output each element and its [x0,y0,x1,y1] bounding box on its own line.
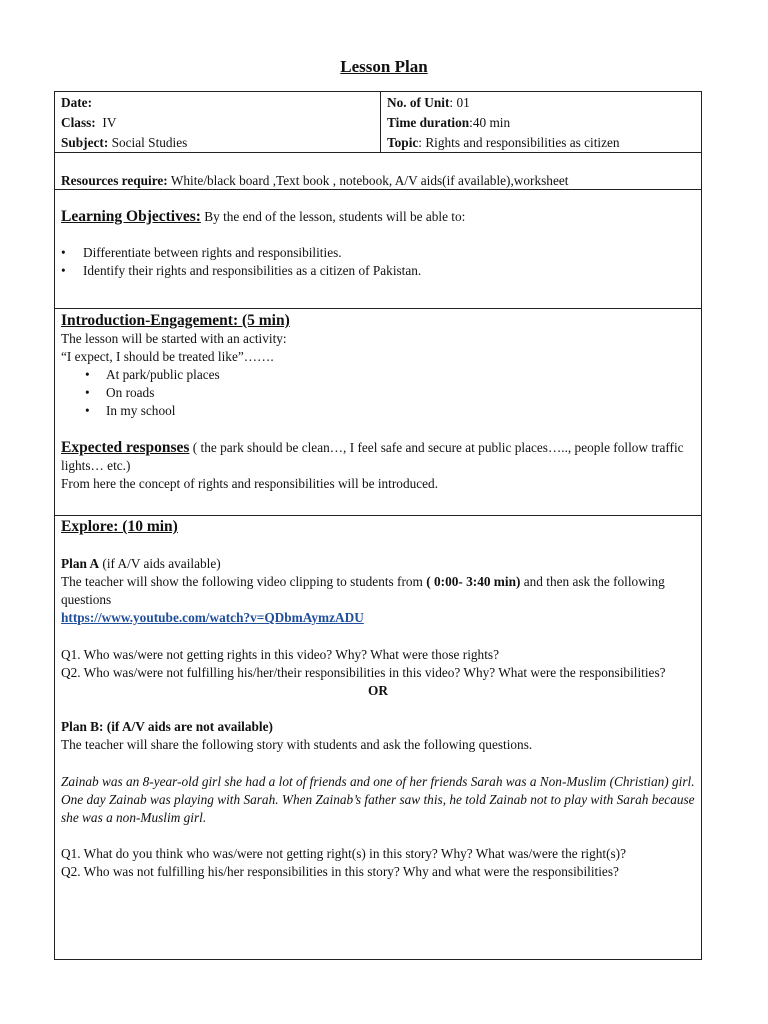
subject-line [61,133,380,153]
introduction-list [61,366,695,420]
topic-label: Topic [387,135,419,150]
resources-label: Resources require: [61,173,168,188]
objectives-row [55,190,701,309]
plan-b-label: Plan B: (if A/V aids are not available) [61,719,273,734]
plan-a-title [61,555,695,573]
duration-value: :40 min [469,115,511,130]
objectives-list [61,244,695,280]
list-item: • Differentiate between rights and responsibilities. [61,244,695,262]
expected-heading: Expected responses [61,439,190,456]
plan-a-label: Plan A [61,556,100,571]
plan-a-condition: (if A/V aids available) [102,556,221,571]
plan-b-question-2: Q2. Who was not fulfilling his/her responsibilities in this story? Why and what were the responsibilities? [61,864,619,879]
plan-a-text-part1: The teacher will show the following video clipping to students from [61,574,423,589]
unit-label: No. of Unit [387,95,450,110]
list-item: • On roads [61,384,695,402]
duration-line [387,113,701,133]
expected-responses [61,439,695,475]
unit-line [387,93,701,113]
header-info-row [55,92,701,153]
topic-value: : Rights and responsibilities as citizen [418,135,620,150]
introduction-heading: Introduction-Engagement: (5 min) [61,312,290,329]
header-left-cell [55,92,381,152]
objectives-intro: By the end of the lesson, students will be able to: [204,209,466,224]
class-line [61,113,380,133]
class-value: IV [102,115,117,130]
topic-line [387,133,701,153]
lesson-plan-table [54,91,702,960]
subject-label: Subject: [61,135,109,150]
objectives-heading: Learning Objectives: [61,208,201,225]
or-separator: OR [368,683,388,698]
plan-a-text [61,573,695,609]
plan-b-question-1: Q1. What do you think who was/were not getting right(s) in this story? Why? What was/were the right(s)? [61,846,627,861]
plan-a-time: ( 0:00- 3:40 min) [426,574,521,589]
duration-label: Time duration [387,115,470,130]
subject-value: Social Studies [111,135,188,150]
document-title: Lesson Plan [340,57,428,76]
plan-a-question-1: Q1. Who was/were not getting rights in this video? Why? What were those rights? [61,647,499,662]
resources-value: White/black board ,Text book , notebook, A/V aids(if available),worksheet [170,173,569,188]
introduction-line-2: “I expect, I should be treated like”……. [61,349,274,364]
plan-a-text-part2: and then ask the following questions [61,574,665,607]
introduction-row [55,309,701,516]
resources-row [55,153,701,190]
list-item: • In my school [61,402,695,420]
expected-text: ( the park should be clean…, I feel safe and secure at public places….., people follow traffic lights… etc.) [61,440,684,473]
date-label: Date: [61,95,93,110]
story-text: Zainab was an 8-year-old girl she had a lot of friends and one of her friends Sarah was a Non-Muslim (Christian) girl. One day Zainab was playing with Sarah. When Zainab’s father saw this, he told Zainab not to play with Sarah because she was a non-Muslim girl. [61,774,695,825]
plan-a-question-2: Q2. Who was/were not fulfilling his/her/their responsibilities in this video? Why? What were the responsibilities? [61,665,666,680]
class-label: Class: [61,115,96,130]
date-line [61,93,380,113]
video-link-line [61,609,695,627]
header-right-cell [381,92,701,152]
explore-heading: Explore: (10 min) [61,518,178,535]
list-item: • Identify their rights and responsibilities as a citizen of Pakistan. [61,262,695,280]
plan-b-text: The teacher will share the following story with students and ask the following questions. [61,737,533,752]
objectives-header-line [61,208,695,226]
unit-value: : 01 [449,95,470,110]
explore-row [55,516,701,959]
list-item: • At park/public places [61,366,695,384]
introduction-closing: From here the concept of rights and responsibilities will be introduced. [61,476,439,491]
video-link[interactable]: https://www.youtube.com/watch?v=QDbmAymzADU [61,610,364,625]
introduction-line-1: The lesson will be started with an activity: [61,331,287,346]
